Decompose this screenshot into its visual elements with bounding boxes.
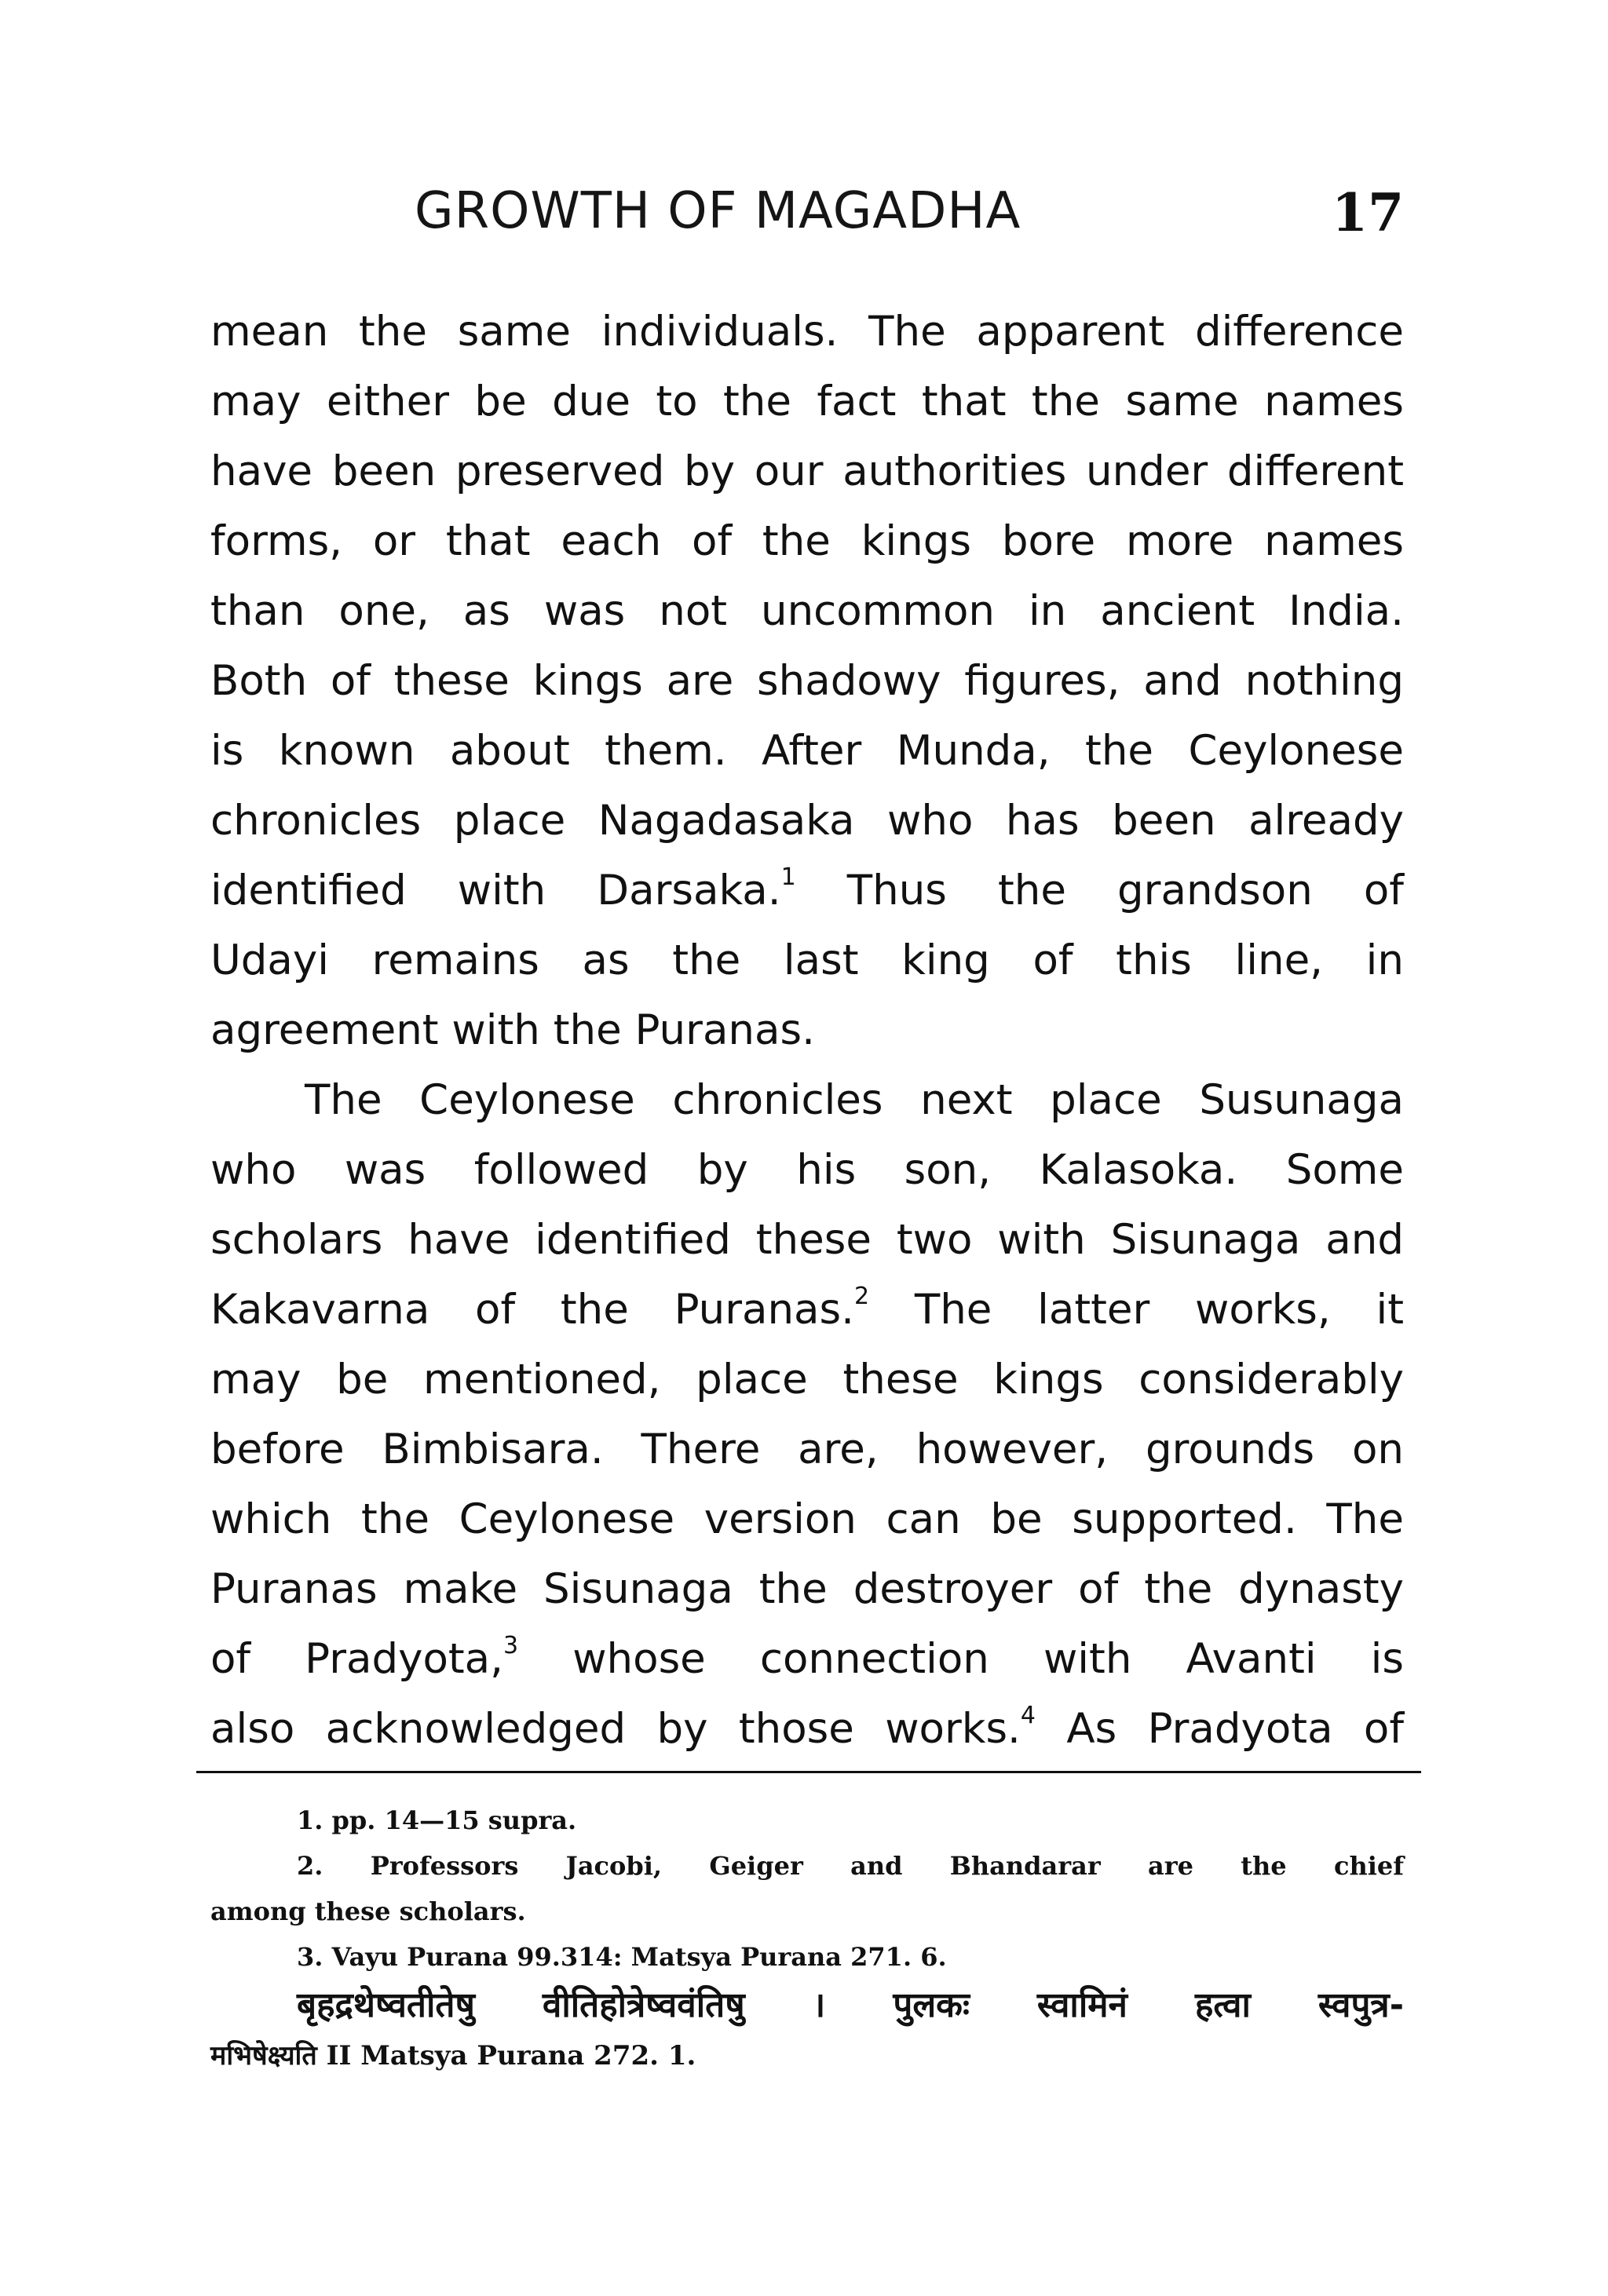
- body-line: [210, 1624, 1404, 1694]
- footnotes: [210, 1798, 1404, 2080]
- footnote-4-reference: II Matsya Purana 272. 1.: [316, 2040, 696, 2072]
- running-head: [210, 182, 1404, 261]
- body-line: before Bimbisara. There are, however, grounds on: [210, 1425, 1404, 1473]
- body-text-segment: identified with Darsaka.: [210, 867, 781, 914]
- footnote-ref-1: 1: [780, 863, 796, 892]
- footnote-divider: [196, 1771, 1421, 1773]
- footnote-3: 3. Vayu Purana 99.314: Matsya Purana 271. 6.: [297, 1942, 947, 1972]
- footnote-4-continuation: [210, 2031, 1404, 2080]
- footnote-ref-2: 2: [854, 1283, 870, 1311]
- body-line: is known about them. After Munda, the Ceylonese: [210, 727, 1404, 775]
- footnote-4-sanskrit: बृहद्रथेष्वतीतेषु वीतिहोत्रेष्ववंतिषु । पुलकः स्वामिनं हत्वा स्वपुत्र-: [297, 1985, 1404, 2025]
- body-line: [210, 856, 1404, 925]
- body-text-segment: also acknowledged by those works.: [210, 1705, 1021, 1753]
- body-line: Puranas make Sisunaga the destroyer of the dynasty: [210, 1565, 1404, 1613]
- body-text-segment: Kakavarna of the Puranas.: [210, 1286, 854, 1334]
- body-line: mean the same individuals. The apparent difference: [210, 308, 1404, 356]
- footnote-ref-4: 4: [1020, 1702, 1036, 1730]
- body-line: than one, as was not uncommon in ancient India.: [210, 587, 1404, 635]
- footnote-ref-3: 3: [503, 1632, 519, 1660]
- running-title: GROWTH OF MAGADHA: [415, 182, 1021, 240]
- footnote-2-continuation: among these scholars.: [210, 1896, 526, 1926]
- body-line: forms, or that each of the kings bore more names: [210, 517, 1404, 565]
- footnote-1: 1. pp. 14—15 supra.: [297, 1805, 577, 1835]
- body-line: The Ceylonese chronicles next place Susunaga: [305, 1076, 1404, 1124]
- body-line: may be mentioned, place these kings considerably: [210, 1356, 1404, 1404]
- page-number: 17: [1332, 182, 1404, 243]
- body-line: [210, 1694, 1404, 1764]
- body-line: chronicles place Nagadasaka who has been already: [210, 797, 1404, 845]
- body-line: [210, 1275, 1404, 1345]
- body-text-segment: The latter works, it: [914, 1286, 1404, 1334]
- body-line: have been preserved by our authorities under different: [210, 447, 1404, 495]
- body-line: may either be due to the fact that the same names: [210, 378, 1404, 425]
- footnote-4-sanskrit-end: मभिषेक्ष्यति: [210, 2040, 317, 2072]
- body-text-segment: As Pradyota of: [1066, 1705, 1404, 1753]
- body-text-segment: whose connection with Avanti is: [572, 1635, 1404, 1683]
- footnote-2: 2. Professors Jacobi, Geiger and Bhandarar are the chief: [297, 1851, 1404, 1881]
- body-line: agreement with the Puranas.: [210, 1006, 815, 1054]
- body-line: Udayi remains as the last king of this line, in: [210, 936, 1404, 984]
- body-line: Both of these kings are shadowy figures, and nothing: [210, 657, 1404, 705]
- body-text: [210, 297, 1404, 1764]
- body-line: who was followed by his son, Kalasoka. Some: [210, 1146, 1404, 1194]
- body-text-segment: Thus the grandson of: [846, 867, 1404, 914]
- body-text-segment: of Pradyota,: [210, 1635, 504, 1683]
- body-line: scholars have identified these two with Sisunaga and: [210, 1216, 1404, 1264]
- body-line: which the Ceylonese version can be supported. The: [210, 1495, 1404, 1543]
